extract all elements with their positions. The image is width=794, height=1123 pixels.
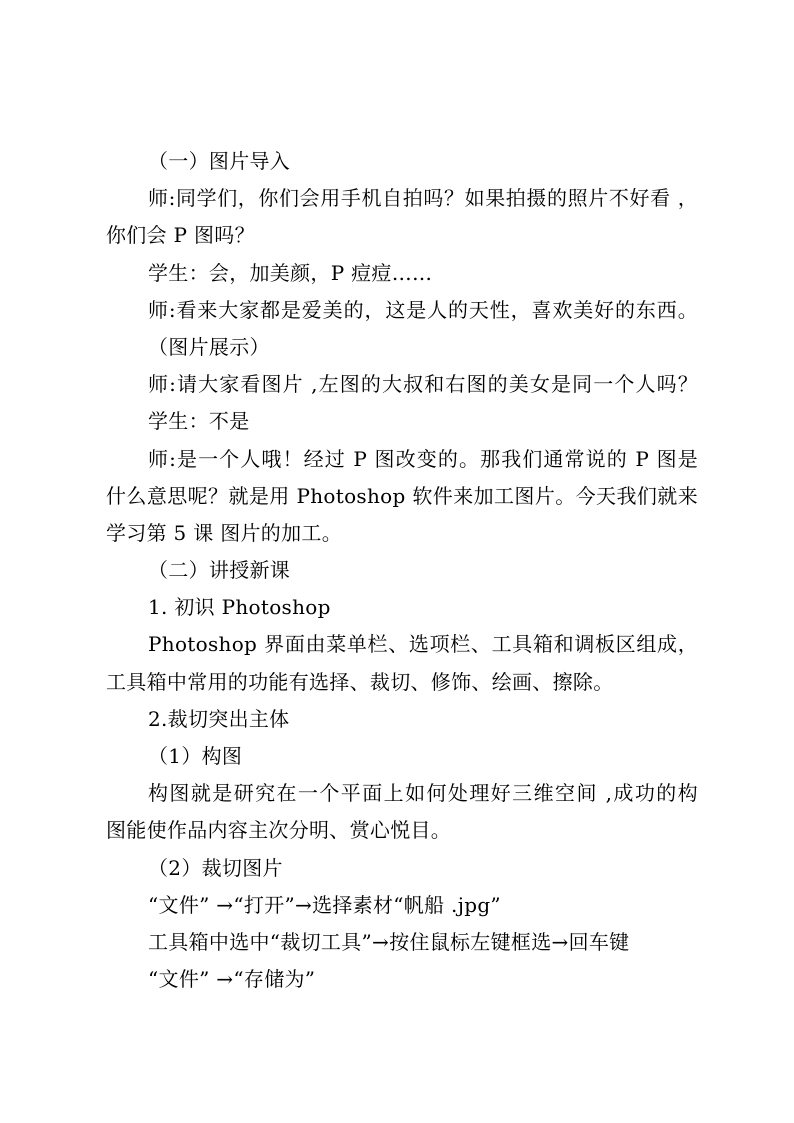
subheading-crop-image: （2）裁切图片 <box>148 855 283 880</box>
paragraph-line: 师:同学们，你们会用手机自拍吗？如果拍摄的照片不好看 ， <box>148 186 698 211</box>
paragraph-line: （图片展示） <box>148 334 270 359</box>
paragraph-line: 学生：不是 <box>148 409 250 434</box>
paragraph-line: 图能使作品内容主次分明、赏心悦目。 <box>106 818 452 843</box>
section-heading-picture-intro: （一）图片导入 <box>148 149 291 173</box>
paragraph-line: 你们会 P 图吗？ <box>106 223 255 248</box>
paragraph-line: 师:请大家看图片 ,左图的大叔和右图的美女是同一个人吗？ <box>148 372 698 397</box>
subheading-crop: 2.裁切突出主体 <box>148 706 290 731</box>
instruction-line: “文件” →“打开”→选择素材“帆船 .jpg” <box>148 892 501 917</box>
paragraph-line: 师:看来大家都是爱美的，这是人的天性，喜欢美好的东西。 <box>148 297 698 322</box>
instruction-line: “文件” →“存储为” <box>148 967 316 992</box>
subheading-photoshop-intro: 1. 初识 Photoshop <box>148 595 331 620</box>
paragraph-line: Photoshop 界面由菜单栏、选项栏、工具箱和调板区组成， <box>148 632 698 657</box>
paragraph-line: 师:是一个人哦！经过 P 图改变的。那我们通常说的 P 图是 <box>148 446 698 471</box>
paragraph-line: 什么意思呢？就是用 Photoshop 软件来加工图片。今天我们就来 <box>106 483 698 508</box>
document-page <box>106 143 698 998</box>
instruction-line: 工具箱中选中“裁切工具”→按住鼠标左键框选→回车键 <box>148 929 630 954</box>
paragraph-line: 构图就是研究在一个平面上如何处理好三维空间 ,成功的构 <box>148 781 698 806</box>
paragraph-line: 工具箱中常用的功能有选择、裁切、修饰、绘画、擦除。 <box>106 669 614 694</box>
section-heading-new-lesson: （二）讲授新课 <box>148 558 291 583</box>
paragraph-line: 学生：会，加美颜，P 痘痘…… <box>148 260 433 285</box>
subheading-composition: （1）构图 <box>148 744 243 768</box>
paragraph-line: 学习第 5 课 图片的加工。 <box>106 520 342 545</box>
